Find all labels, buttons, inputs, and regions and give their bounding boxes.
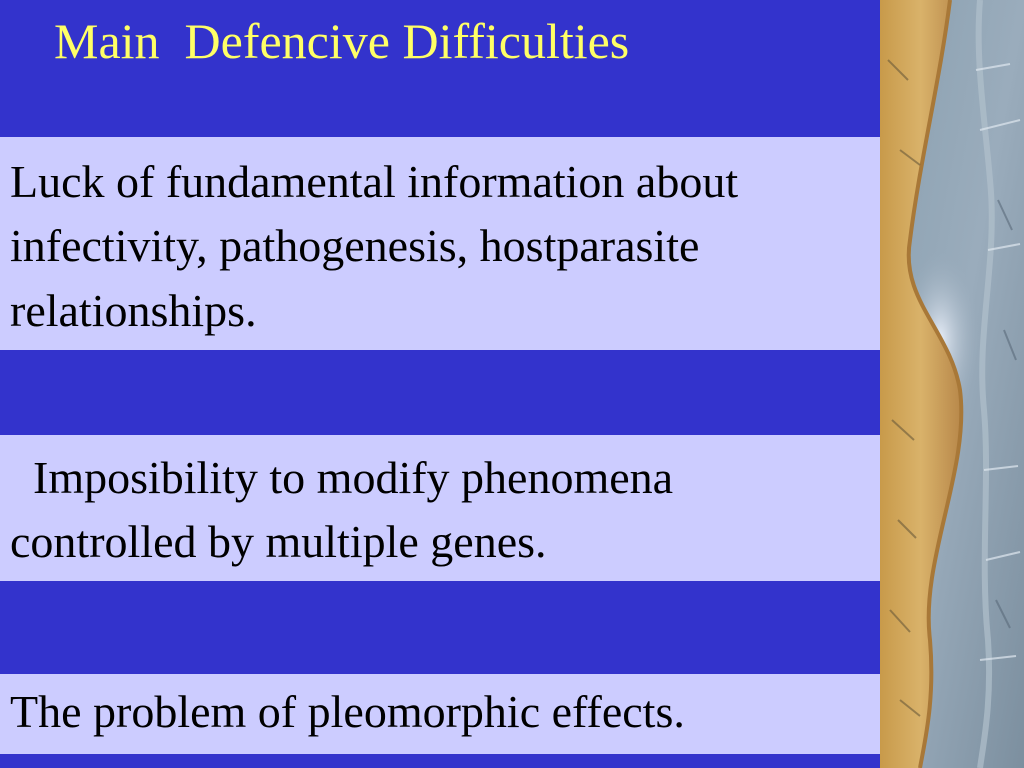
artwork-icon (880, 0, 1024, 768)
point-multiple-genes (0, 435, 880, 581)
point-line: The problem of pleomorphic effects. (10, 686, 685, 737)
point-line: Luck of fundamental information about (10, 156, 739, 207)
point-line: controlled by multiple genes. (10, 516, 547, 568)
point-pleomorphic (0, 674, 880, 754)
point-infectivity (0, 137, 880, 350)
point-line: Imposibility to modify phenomena (10, 452, 674, 503)
decorative-artwork-image (880, 0, 1024, 768)
point-line: relationships. (10, 284, 257, 336)
point-line: infectivity, pathogenesis, hostparasite (10, 220, 700, 272)
slide-title: Main Defencive Difficulties (54, 13, 630, 69)
